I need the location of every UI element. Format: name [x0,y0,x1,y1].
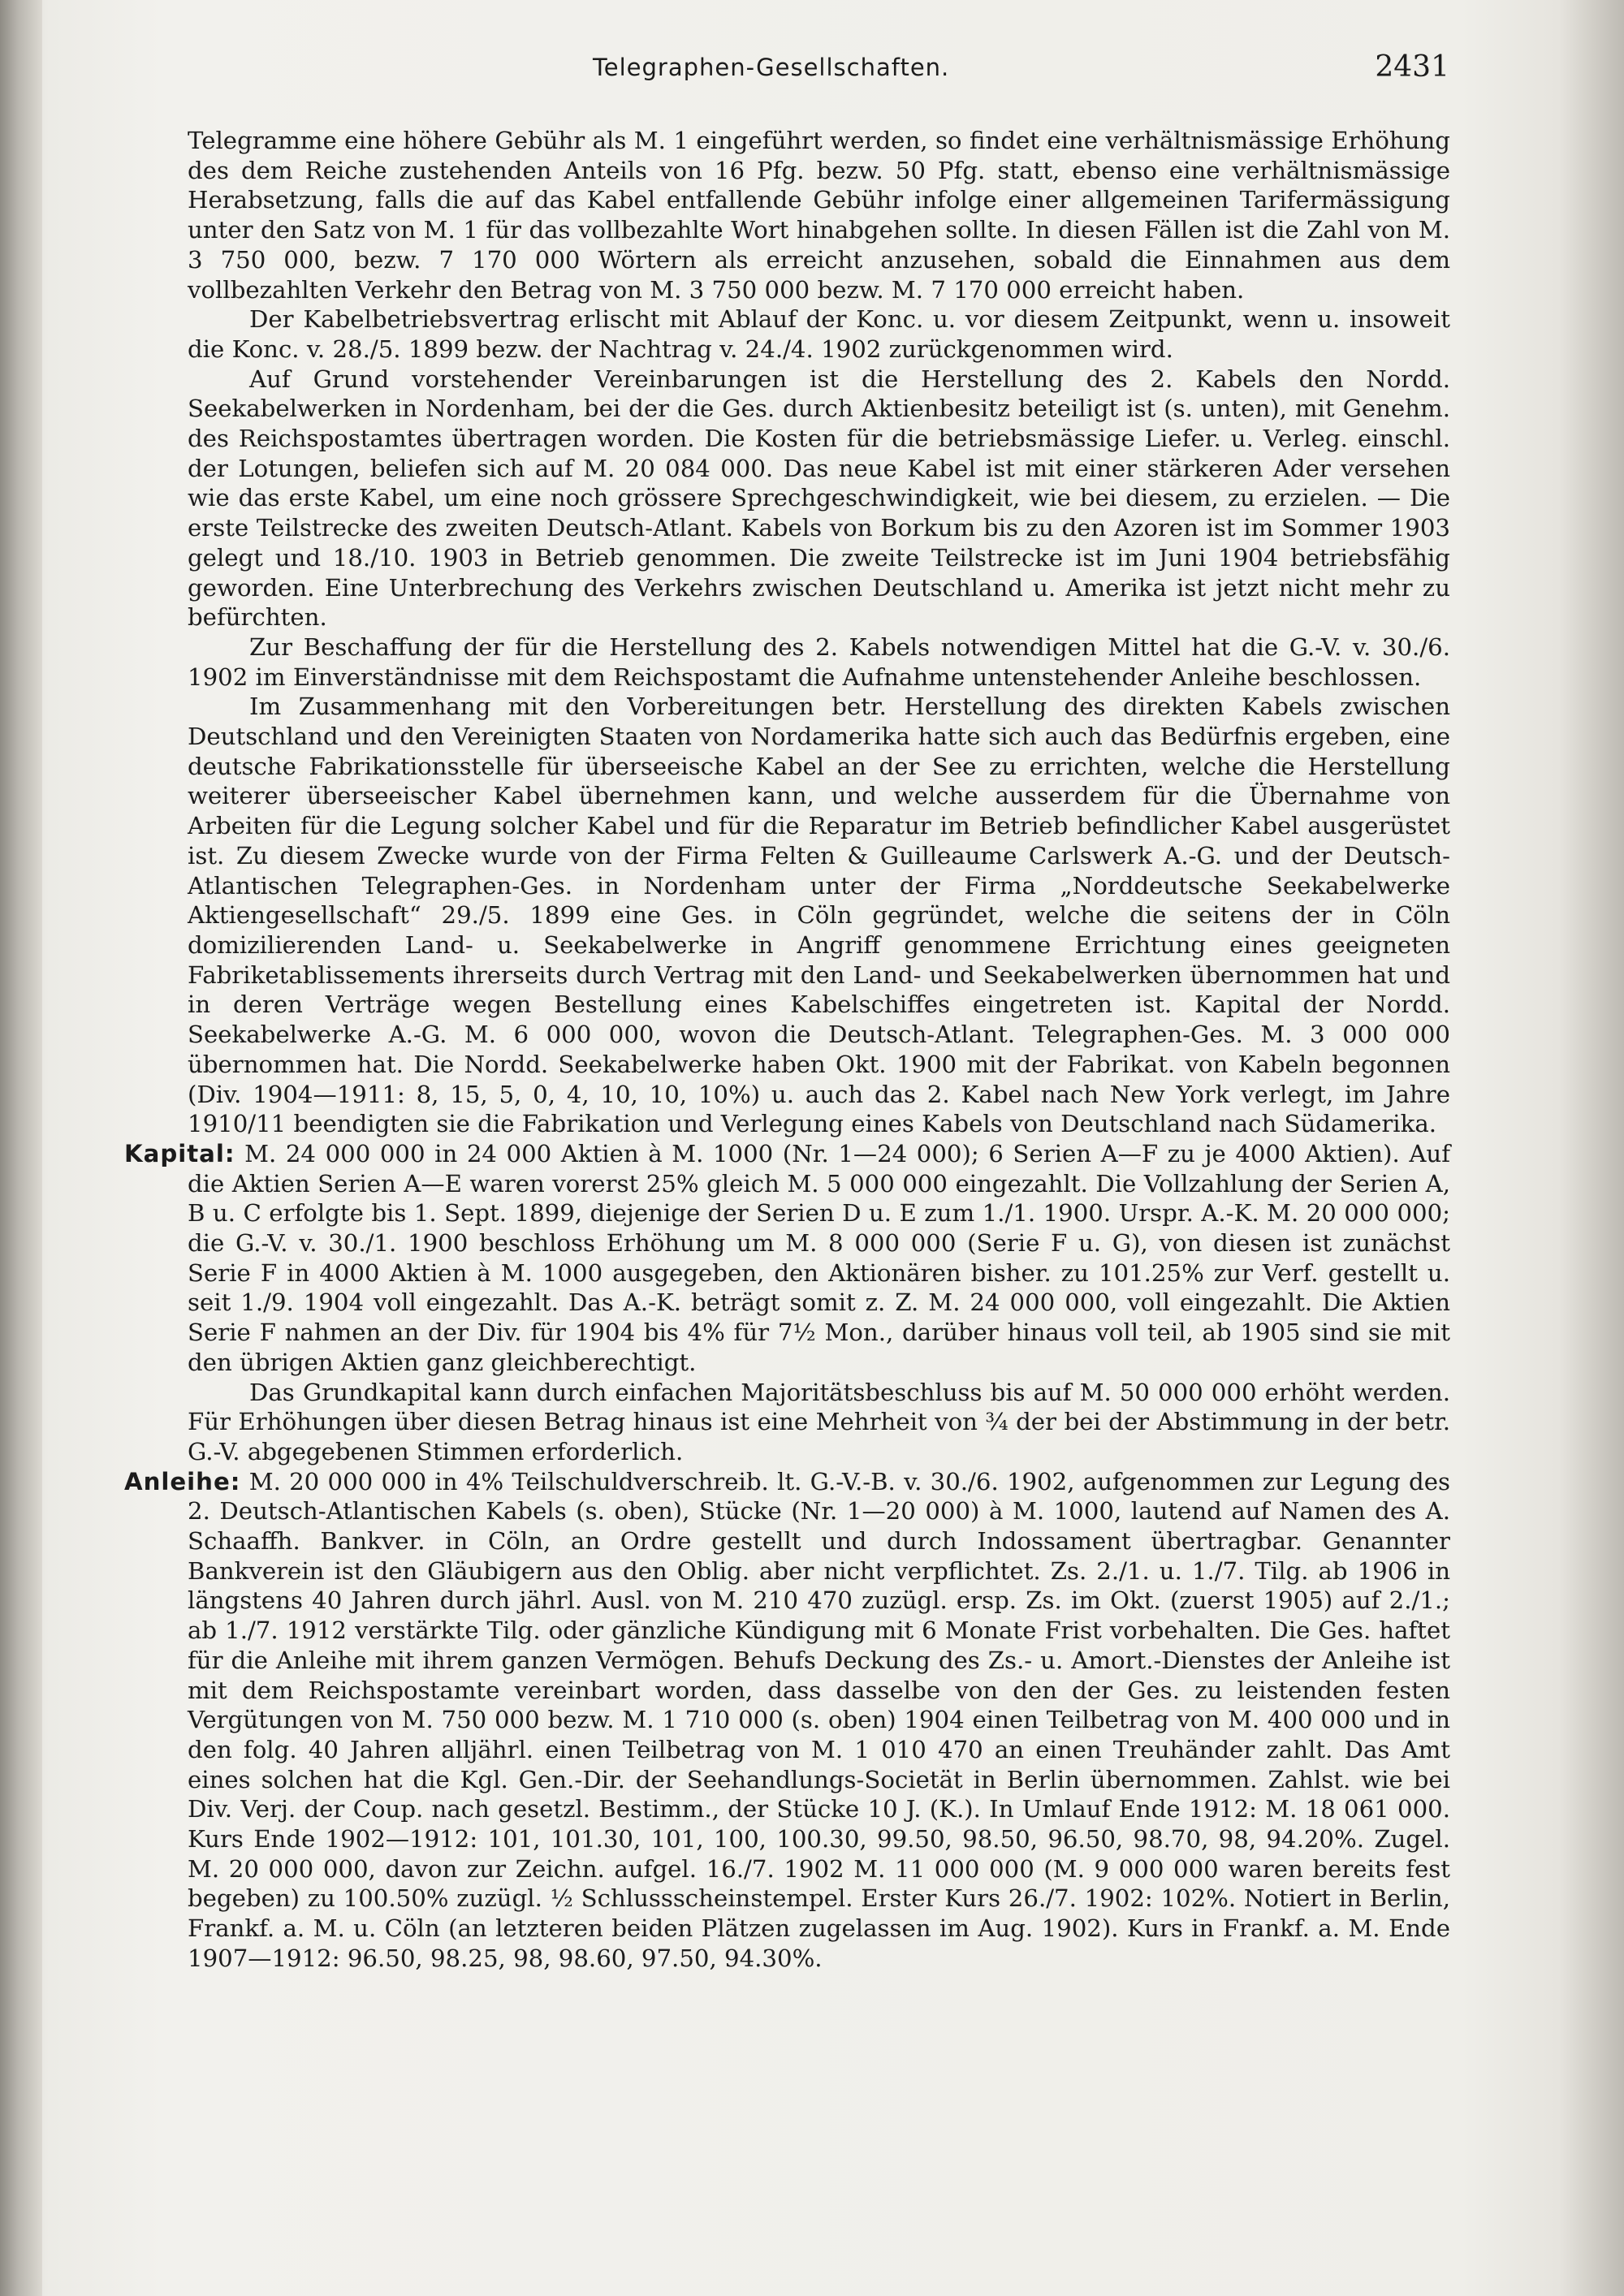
book-binding-edge [0,0,42,2296]
paragraph-beschaffung: Zur Beschaffung der für die Herstellung des 2. Kabels notwendigen Mittel hat die G.-V. v. 30./6. 1902 im Einverständnisse mit dem Reichspostamt die Aufnahme untenstehender Anleihe beschlossen. [188,632,1450,691]
anleihe-text: M. 20 000 000 in 4% Teilschuldverschreib. lt. G.-V.-B. v. 30./6. 1902, aufgenommen zur Legung des 2. Deutsch-Atlantischen Kabels (s. oben), Stücke (Nr. 1—20 000) à M. 1000, lautend auf Namen des A. Schaaffh. Bankver. in Cöln, an Ordre gestellt und durch Indossament übertragbar. Genannter Bankverein ist den Gläubigern aus den Oblig. aber nicht verpflichtet. Zs. 2./1. u. 1./7. Tilg. ab 1906 in längstens 40 Jahren durch jährl. Ausl. von M. 210 470 zuzügl. ersp. Zs. im Okt. (zuerst 1905) auf 2./1.; ab 1./7. 1912 verstärkte Tilg. oder gänzliche Kündigung mit 6 Monate Frist vorbehalten. Die Ges. haftet für die Anleihe mit ihrem ganzen Vermögen. Behufs Deckung des Zs.- u. Amort.-Dienstes der Anleihe ist mit dem Reichspostamte vereinbart worden, dass dasselbe von den der Ges. zu leistenden festen Vergütungen von M. 750 000 bezw. M. 1 710 000 (s. oben) 1904 einen Teilbetrag von M. 400 000 und in den folg. 40 Jahren alljährl. einen Teilbetrag von M. 1 010 470 an einen Treuhänder zahlt. Das Amt eines solchen hat die Kgl. Gen.-Dir. der Seehandlungs-Societät in Berlin übernommen. Zahlst. wie bei Div. Verj. der Coup. nach gesetzl. Bestimm., der Stücke 10 J. (K.). In Umlauf Ende 1912: M. 18 061 000. Kurs Ende 1902—1912: 101, 101.30, 101, 100, 100.30, 99.50, 98.50, 96.50, 98.70, 98, 94.20%. Zugel. M. 20 000 000, davon zur Zeichn. aufgel. 16./7. 1902 M. 11 000 000 (M. 9 000 000 waren bereits fest begeben) zu 100.50% zuzügl. ½ Schlussscheinstempel. Erster Kurs 26./7. 1902: 102%. Notiert in Berlin, Frankf. a. M. u. Cöln (an letzteren beiden Plätzen zugelassen im Aug. 1902). Kurs in Frankf. a. M. Ende 1907—1912: 96.50, 98.25, 98, 98.60, 97.50, 94.30%. [188,1467,1450,1972]
section-anleihe [124,1467,1450,1974]
running-head: Telegraphen-Gesellschaften. [593,54,950,81]
paragraph-kabelbetriebsvertrag: Der Kabelbetriebsvertrag erlischt mit Ablauf der Konc. u. vor diesem Zeitpunkt, wenn u. insoweit die Konc. v. 28./5. 1899 bezw. der Nachtrag v. 24./4. 1902 zurückgenommen wird. [188,305,1450,363]
body-text [124,126,1450,1974]
page-header [187,50,1449,91]
paragraph-zweites-kabel: Auf Grund vorstehender Vereinbarungen ist die Herstellung des 2. Kabels den Nordd. Seekabelwerken in Nordenham, bei der die Ges. durch Aktienbesitz beteiligt ist (s. unten), mit Genehm. des Reichspostamtes übertragen worden. Die Kosten für die betriebsmässige Liefer. u. Verleg. einschl. der Lotungen, beliefen sich auf M. 20 084 000. Das neue Kabel ist mit einer stärkeren Ader versehen wie das erste Kabel, um eine noch grössere Sprechgeschwindigkeit, wie bei diesem, zu erzielen. — Die erste Teilstrecke des zweiten Deutsch-Atlant. Kabels von Borkum bis zu den Azoren ist im Sommer 1903 gelegt und 18./10. 1903 in Betrieb genommen. Die zweite Teilstrecke ist im Juni 1904 betriebsfähig geworden. Eine Unterbrechung des Verkehrs zwischen Deutschland u. Amerika ist jetzt nicht mehr zu befürchten. [188,365,1450,632]
anleihe-label: Anleihe: [124,1467,241,1495]
kapital-text: M. 24 000 000 in 24 000 Aktien à M. 1000 (Nr. 1—24 000); 6 Serien A—F zu je 4000 Aktien). Auf die Aktien Serien A—E waren vorerst 25% gleich M. 5 000 000 eingezahlt. Die Vollzahlung der Serien A, B u. C erfolgte bis 1. Sept. 1899, diejenige der Serien D u. E zum 1./1. 1900. Urspr. A.-K. M. 20 000 000; die G.-V. v. 30./1. 1900 beschloss Erhöhung um M. 8 000 000 (Serie F u. G), von diesen ist zunächst Serie F in 4000 Aktien à M. 1000 ausgegeben, den Aktionären bisher. zu 101.25% zur Verf. gestellt u. seit 1./9. 1904 voll eingezahlt. Das A.-K. beträgt somit z. Z. M. 24 000 000, voll eingezahlt. Die Aktien Serie F nahmen an der Div. für 1904 bis 4% für 7½ Mon., darüber hinaus voll teil, ab 1905 sind sie mit den übrigen Aktien ganz gleichberechtigt. [188,1139,1450,1376]
page-number: 2431 [1375,50,1449,84]
section-kapital [124,1139,1450,1378]
paragraph-telegramme: Telegramme eine höhere Gebühr als M. 1 eingeführt werden, so findet eine verhältnismässige Erhöhung des dem Reiche zustehenden Anteils von 16 Pfg. bezw. 50 Pfg. statt, ebenso eine verhältnismässige Herabsetzung, falls die auf das Kabel entfallende Gebühr infolge einer allgemeinen Tarifermässigung unter den Satz von M. 1 für das vollbezahlte Wort hinabgehen sollte. In diesen Fällen ist die Zahl von M. 3 750 000, bezw. 7 170 000 Wörtern als erreicht anzusehen, sobald die Einnahmen aus dem vollbezahlten Verkehr den Betrag von M. 3 750 000 bezw. M. 7 170 000 erreicht haben. [188,127,1450,304]
kapital-label: Kapital: [124,1139,235,1167]
paragraph-grundkapital: Das Grundkapital kann durch einfachen Majoritätsbeschluss bis auf M. 50 000 000 erhöht werden. Für Erhöhungen über diesen Betrag hinaus ist eine Mehrheit von ¾ der bei der Abstimmung in der betr. G.-V. abgegebenen Stimmen erforderlich. [188,1378,1450,1465]
paragraph-seekabelwerke: Im Zusammenhang mit den Vorbereitungen betr. Herstellung des direkten Kabels zwischen Deutschland und den Vereinigten Staaten von Nordamerika hatte sich auch das Bedürfnis ergeben, eine deutsche Fabrikationsstelle für überseeische Kabel an der See zu errichten, welche die Herstellung weiterer überseeischer Kabel übernehmen kann, und welche ausserdem für die Übernahme von Arbeiten für die Legung solcher Kabel und für die Reparatur im Betrieb befindlicher Kabel ausgerüstet ist. Zu diesem Zwecke wurde von der Firma Felten & Guilleaume Carlswerk A.-G. und der Deutsch-Atlantischen Telegraphen-Ges. in Nordenham unter der Firma „Norddeutsche Seekabelwerke Aktiengesellschaft“ 29./5. 1899 eine Ges. in Cöln gegründet, welche die seitens der in Cöln domizilierenden Land- u. Seekabelwerke in Angriff genommene Errichtung eines geeigneten Fabriketablissements ihrerseits durch Vertrag mit den Land- und Seekabelwerken übernommen hat und in deren Verträge wegen Bestellung eines Kabelschiffes eingetreten ist. Kapital der Nordd. Seekabelwerke A.-G. M. 6 000 000, wovon die Deutsch-Atlant. Telegraphen-Ges. M. 3 000 000 übernommen hat. Die Nordd. Seekabelwerke haben Okt. 1900 mit der Fabrikat. von Kabeln begonnen (Div. 1904—1911: 8, 15, 5, 0, 4, 10, 10, 10%) u. auch das 2. Kabel nach New York verlegt, im Jahre 1910/11 beendigten sie die Fabrikation und Verlegung eines Kabels von Deutschland nach Südamerika. [188,693,1450,1138]
